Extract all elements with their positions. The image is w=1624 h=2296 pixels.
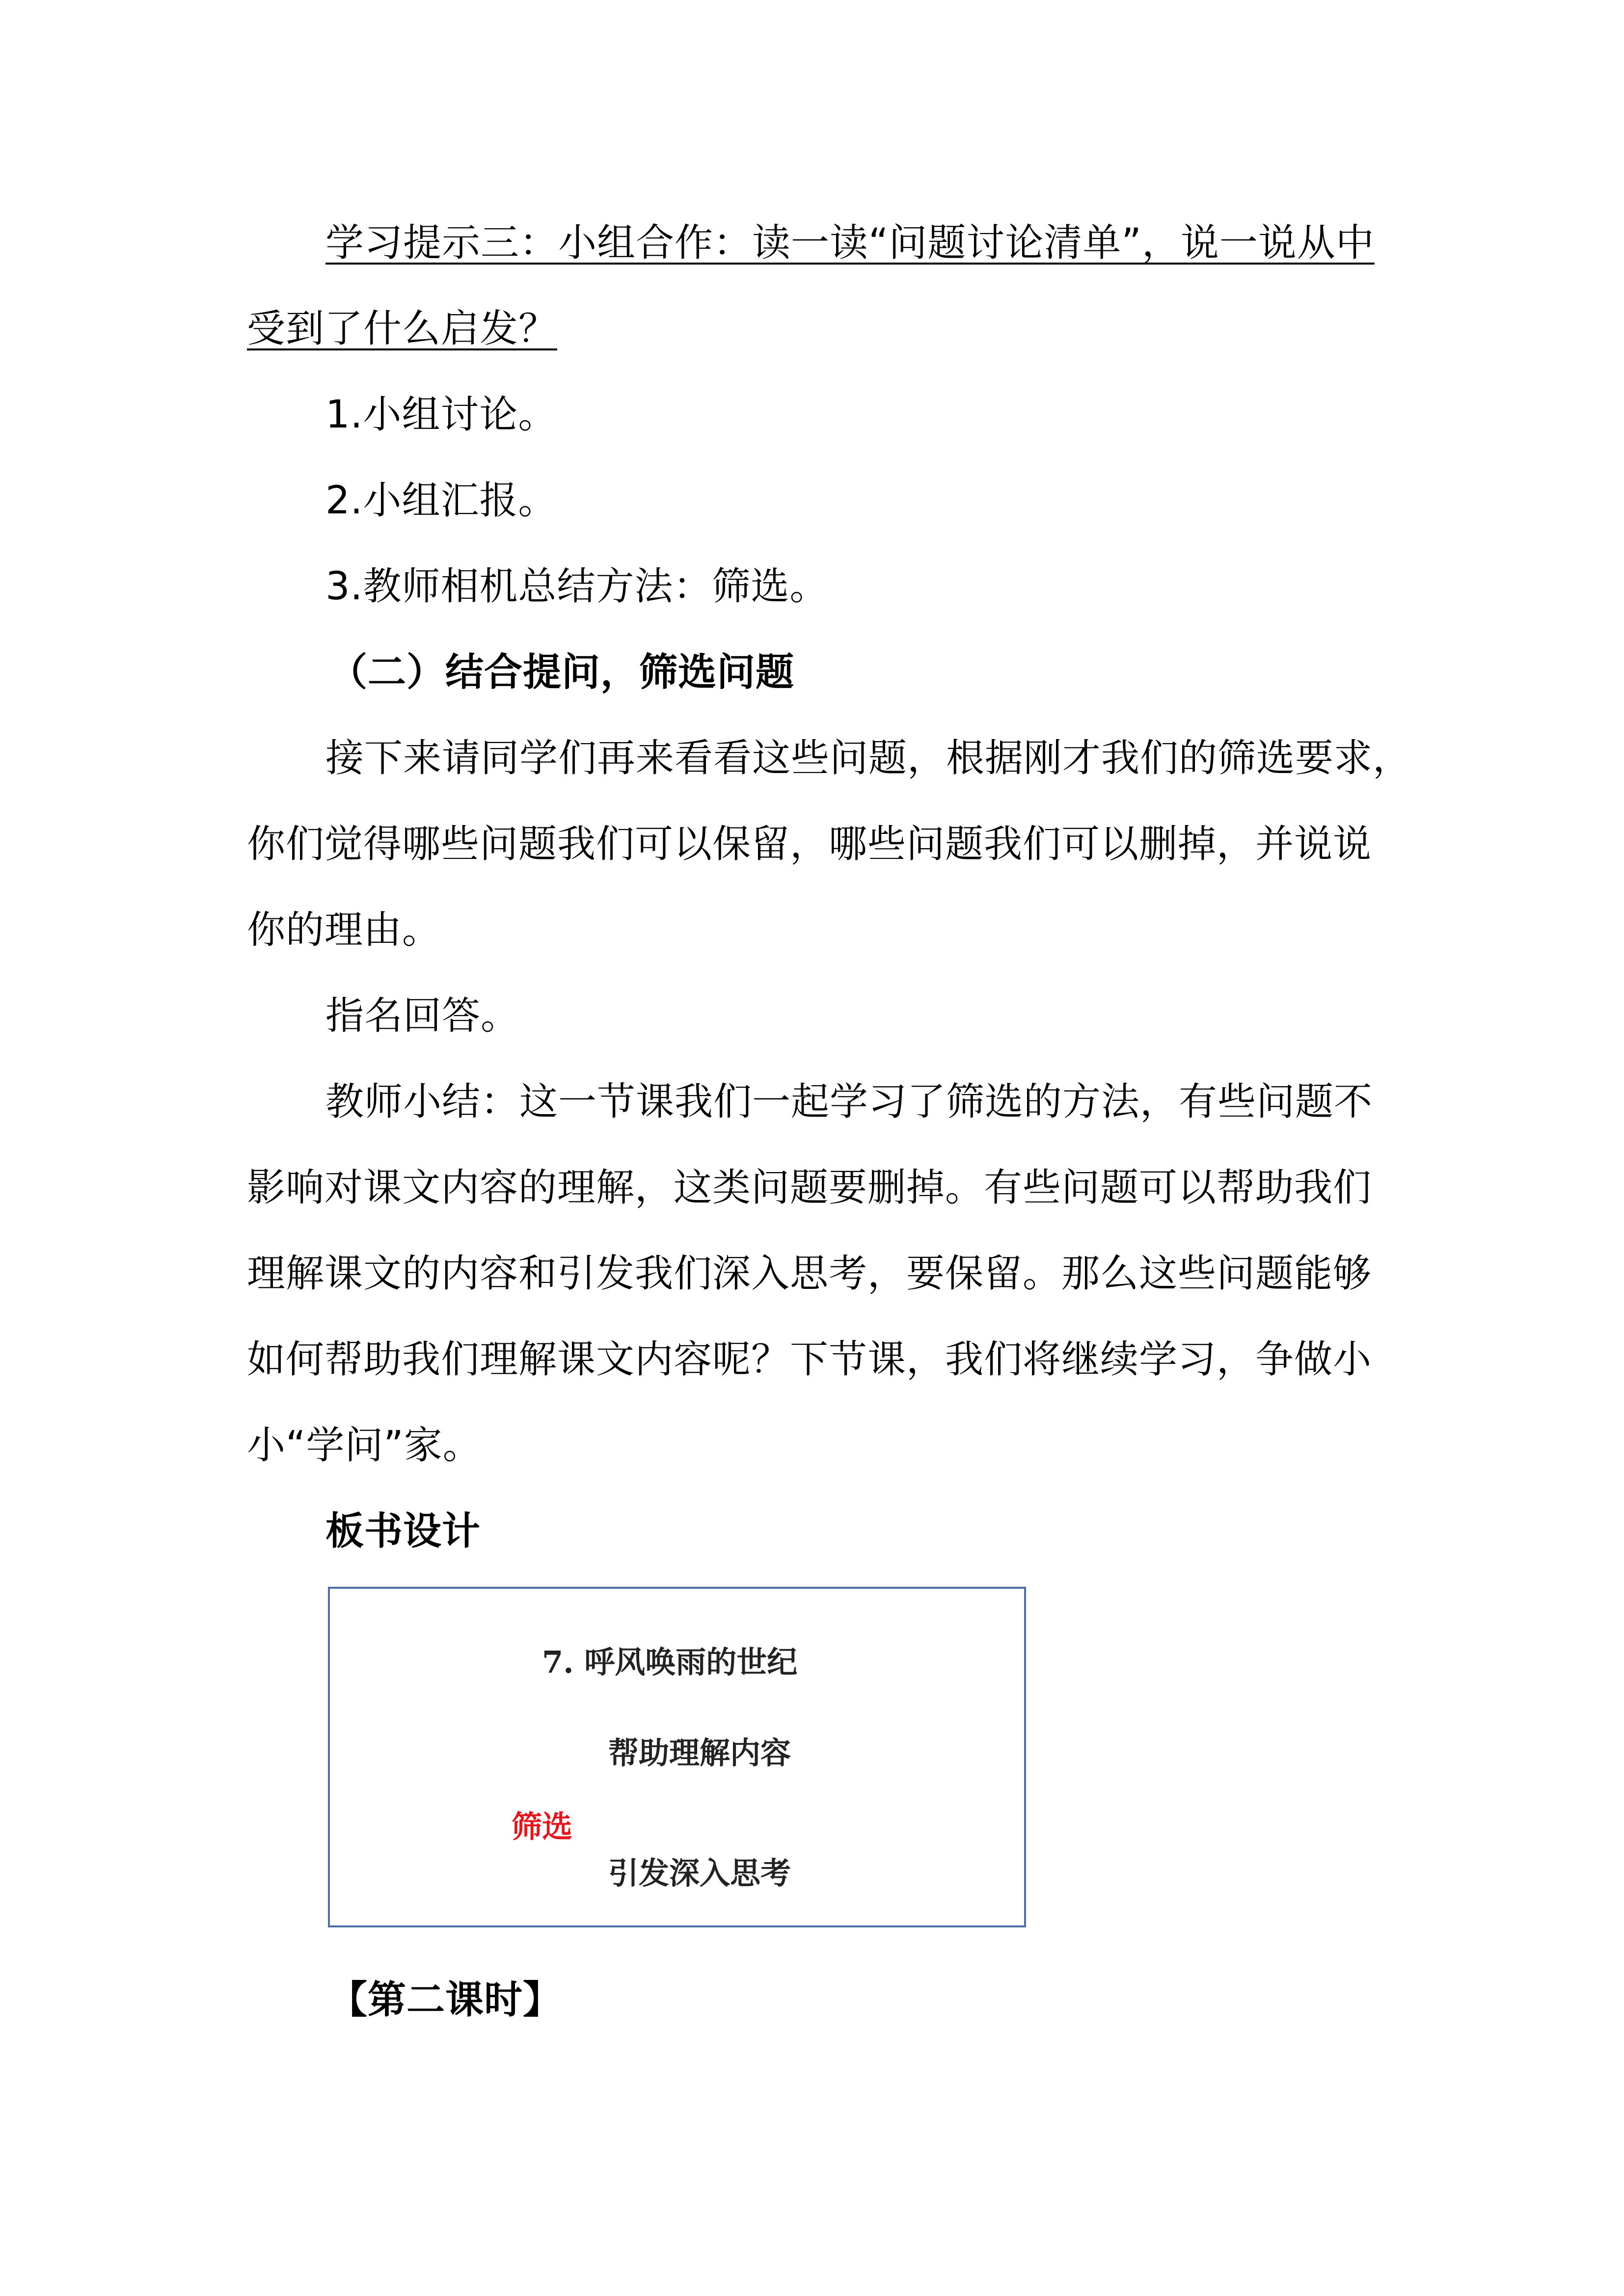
- next-lesson-heading: 【第二课时】: [329, 1978, 562, 2022]
- board-title: 7. 呼风唤雨的世纪: [542, 1644, 798, 1680]
- paragraph-line: 你的理由。: [247, 908, 441, 952]
- board-design-box: [328, 1587, 1026, 1927]
- summary-line: 理解课文的内容和引发我们深入思考，要保留。那么这些问题能够: [247, 1252, 1372, 1296]
- section-heading: （二）结合提问，筛选问题: [329, 650, 795, 694]
- board-item-think: 引发深入思考: [608, 1855, 791, 1891]
- board-method-label: 筛选: [512, 1809, 573, 1844]
- step-2: 2.小组汇报。: [325, 479, 557, 523]
- board-item-understand: 帮助理解内容: [608, 1735, 791, 1771]
- step-1: 1.小组讨论。: [325, 393, 557, 437]
- step-3: 3.教师相机总结方法：筛选。: [325, 564, 829, 609]
- board-heading: 板书设计: [325, 1509, 481, 1553]
- summary-line: 教师小结：这一节课我们一起学习了筛选的方法，有些问题不: [325, 1080, 1373, 1124]
- hint3-line2: 受到了什么启发？: [247, 307, 558, 351]
- paragraph-line: 接下来请同学们再来看看这些问题，根据刚才我们的筛选要求，: [325, 736, 1412, 780]
- summary-line: 如何帮助我们理解课文内容呢？下节课，我们将继续学习，争做小: [247, 1337, 1372, 1382]
- answer-line: 指名回答。: [325, 994, 520, 1038]
- summary-line: 影响对课文内容的理解，这类问题要删掉。有些问题可以帮助我们: [247, 1166, 1372, 1210]
- summary-line: 小“学问”家。: [247, 1423, 482, 1468]
- paragraph-line: 你们觉得哪些问题我们可以保留，哪些问题我们可以删掉，并说说: [247, 822, 1372, 866]
- hint3-line1: 学习提示三：小组合作：读一读“问题讨论清单”，说一说从中: [325, 221, 1375, 265]
